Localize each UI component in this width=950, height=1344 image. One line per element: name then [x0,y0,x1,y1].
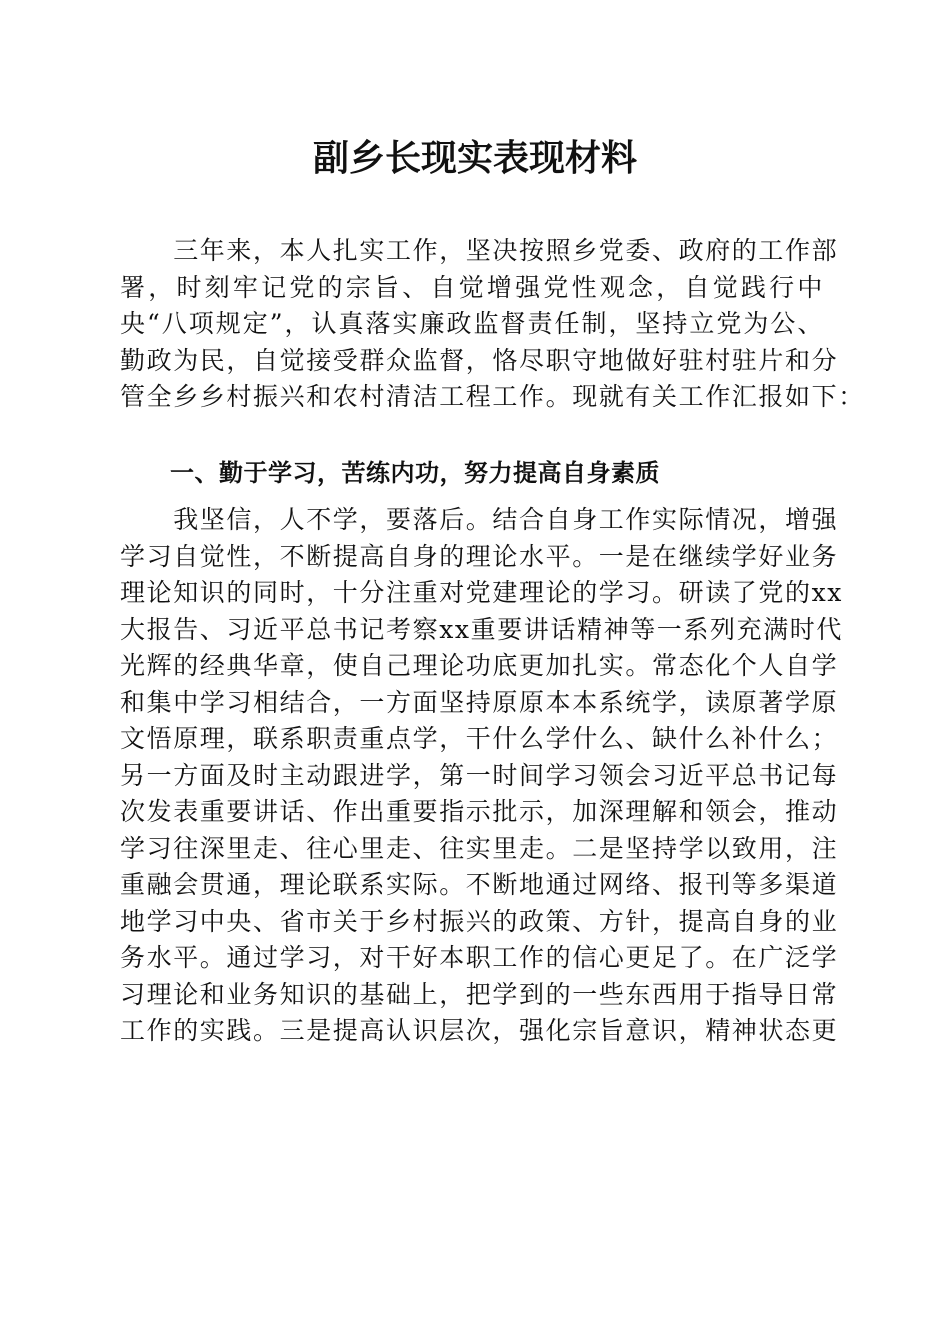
paragraph-line: 大报告、习近平总书记考察xx重要讲话精神等一系列充满时代 [120,614,844,644]
paragraph-line: 央“八项规定”，认真落实廉政监督责任制，坚持立党为公、 [120,309,824,338]
paragraph-line: 我坚信，人不学，要落后。结合自身工作实际情况，增强 [120,505,839,534]
paragraph-line: 习理论和业务知识的基础上，把学到的一些东西用于指导日常 [120,979,839,1009]
paragraph-line: 学习自觉性，不断提高自身的理论水平。一是在继续学好业务 [120,541,839,571]
paragraph-line: 学习往深里走、往心里走、往实里走。二是坚持学以致用，注 [120,833,839,863]
paragraph-line: 和集中学习相结合，一方面坚持原原本本系统学，读原著学原 [120,687,839,717]
study-paragraph [120,502,844,1050]
paragraph-line: 光辉的经典华章，使自己理论功底更加扎实。常态化个人自学 [120,651,839,680]
paragraph-line: 务水平。通过学习，对干好本职工作的信心更足了。在广泛学 [120,943,839,972]
paragraph-line: 重融会贯通，理论联系实际。不断地通过网络、报刊等多渠道 [120,870,839,899]
paragraph-line: 文悟原理，联系职责重点学，干什么学什么、缺什么补什么； [120,724,839,753]
paragraph-line: 次发表重要讲话、作出重要指示批示，加深理解和领会，推动 [120,797,839,826]
paragraph-line: 署，时刻牢记党的宗旨、自觉增强党性观念，自觉践行中 [120,272,824,302]
paragraph-line: 地学习中央、省市关于乡村振兴的政策、方针，提高自身的业 [120,906,839,936]
section-heading: 一、勤于学习，苦练内功，努力提高自身素质 [170,459,660,487]
document-title: 副乡长现实表现材料 [312,137,637,179]
paragraph-line: 另一方面及时主动跟进学，第一时间学习领会习近平总书记每 [120,760,839,790]
paragraph-line: 勤政为民，自觉接受群众监督，恪尽职守地做好驻村驻片和分 [120,345,839,375]
intro-paragraph [120,233,865,416]
paragraph-line: 管全乡乡村振兴和农村清洁工程工作。现就有关工作汇报如下： [120,382,865,411]
paragraph-line: 理论知识的同时，十分注重对党建理论的学习。研读了党的xx [120,578,844,607]
paragraph-line: 工作的实践。三是提高认识层次，强化宗旨意识，精神状态更 [120,1016,839,1045]
paragraph-line: 三年来，本人扎实工作，坚决按照乡党委、政府的工作部 [120,236,839,265]
